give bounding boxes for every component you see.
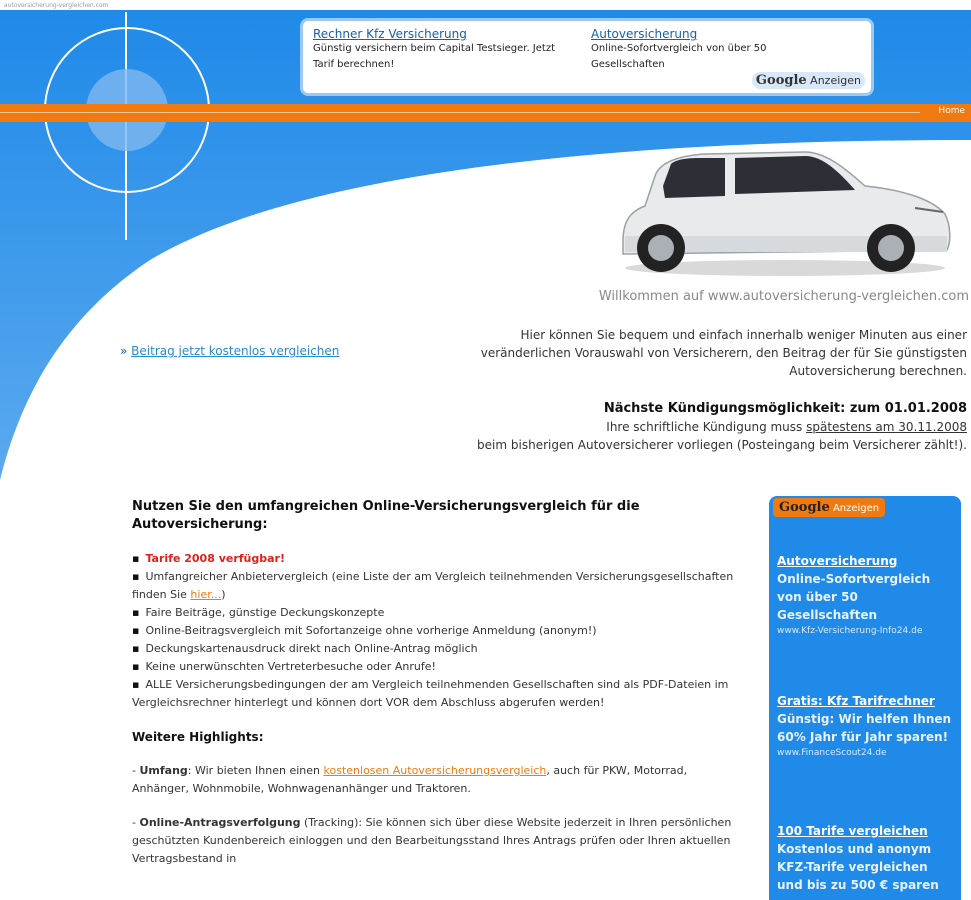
sidebar-ad-1 <box>777 552 957 638</box>
umfang-text1: : Wir bieten Ihnen einen <box>187 764 324 777</box>
sidebar-ad-3-title[interactable]: 100 Tarife vergleichen <box>777 824 928 838</box>
free-comparison-link[interactable]: kostenlosen Autoversicherungsvergleich <box>323 764 547 777</box>
compare-link-arrow-icon: » <box>120 344 128 358</box>
bullet-icon: ▪ <box>132 642 140 655</box>
welcome-title: Willkommen auf www.autoversicherung-vergleichen.com <box>598 289 969 304</box>
top-ad-box <box>300 18 874 96</box>
car-image <box>615 150 955 280</box>
top-ad-1-title[interactable]: Rechner Kfz Versicherung <box>313 27 467 41</box>
bullet-icon: ▪ <box>132 660 140 673</box>
feature-online: Online-Beitragsvergleich mit Sofortanzeige ohne vorherige Anmeldung (anonym!) <box>145 624 597 637</box>
list-item <box>132 658 744 676</box>
list-item <box>132 568 744 604</box>
top-ad-1-text: Günstig versichern beim Capital Testsieger. Jetzt Tarif berechnen! <box>313 43 555 70</box>
notice-line1-prefix: Ihre schriftliche Kündigung muss <box>606 420 807 434</box>
feature-vergleich: Umfangreicher Anbietervergleich (eine Liste der am Vergleich teilnehmenden Versicherungsgesellschaften finden Sie <box>132 570 734 601</box>
list-item <box>132 640 744 658</box>
bullet-icon: ▪ <box>132 552 140 565</box>
bullet-icon: ▪ <box>132 624 140 637</box>
highlight-umfang <box>132 762 744 798</box>
sidebar-google-badge[interactable] <box>773 498 885 517</box>
umfang-text2: , auch für PKW, Motorrad, Anhänger, Wohnmobile, Wohnwagenanhänger und Traktoren. <box>132 764 688 795</box>
list-item <box>132 604 744 622</box>
page-caption: autoversicherung-vergleichen.com <box>4 2 109 9</box>
feature-list <box>132 550 744 712</box>
top-ad-1 <box>313 27 563 73</box>
notice-deadline: spätestens am 30.11.2008 <box>806 420 967 434</box>
sidebar-ad-3 <box>777 822 957 894</box>
welcome-intro: Hier können Sie bequem und einfach innerhalb weniger Minuten aus einer veränderlichen Vorauswahl von Versicherern, den Beitrag der für Sie günstigsten Autoversicherung berechnen. <box>480 328 967 378</box>
feature-beitraege: Faire Beiträge, günstige Deckungskonzepte <box>145 606 385 619</box>
compare-link <box>120 344 339 358</box>
notice-heading: Nächste Kündigungsmöglichkeit: zum 01.01.2008 <box>603 401 967 416</box>
feature-vergleich-suffix: ) <box>221 588 226 601</box>
sidebar-google-label: Anzeigen <box>832 503 880 514</box>
list-item <box>132 676 744 712</box>
list-item <box>132 622 744 640</box>
sidebar-ads <box>769 496 961 900</box>
main-content <box>132 498 744 884</box>
para-dash: - <box>132 816 140 829</box>
top-ad-2-text: Online-Sofortvergleich von über 50 Gesellschaften <box>591 43 767 70</box>
list-item <box>132 550 744 568</box>
highlight-tracking <box>132 814 744 868</box>
sidebar-ad-1-text: Online-Sofortvergleich von über 50 Gesellschaften <box>777 572 931 622</box>
home-link[interactable]: Home <box>938 106 965 116</box>
insurer-list-link[interactable]: hier... <box>190 588 222 601</box>
top-ad-2 <box>591 27 841 73</box>
sidebar-ad-2 <box>777 692 957 760</box>
sidebar-ad-1-title[interactable]: Autoversicherung <box>777 554 898 568</box>
notice-line2: beim bisherigen Autoversicherer vorliegen (Posteingang beim Versicherer zählt!). <box>477 438 967 452</box>
top-ad-2-title[interactable]: Autoversicherung <box>591 27 698 41</box>
feature-bedingungen: ALLE Versicherungsbedingungen der am Vergleich teilnehmenden Gesellschaften sind als PDF-Dateien im Vergleichsrechner hinterlegt und können dort VOR dem Abschluss abgerufen werden! <box>132 678 729 709</box>
tracking-text: (Tracking): Sie können sich über diese Website jederzeit in Ihren persönlichen geschützten Kundenbereich einloggen und den Bearbeitungsstand Ihres Antrags prüfen oder Ihren aktuellen Vertragsbestand in <box>132 816 732 865</box>
google-ads-label: Anzeigen <box>810 74 861 87</box>
google-logo: Google <box>755 73 807 88</box>
sidebar-ad-1-url[interactable]: www.Kfz-Versicherung-Info24.de <box>777 626 923 636</box>
sidebar-ad-2-text: Günstig: Wir helfen Ihnen 60% Jahr für Jahr sparen! <box>777 712 952 744</box>
compare-link-text[interactable]: Beitrag jetzt kostenlos vergleichen <box>131 344 340 358</box>
feature-deckungskarte: Deckungskartenausdruck direkt nach Online-Antrag möglich <box>145 642 478 655</box>
feature-keine-vertreter: Keine unerwünschten Vertreterbesuche oder Anrufe! <box>145 660 436 673</box>
para-dash: - <box>132 764 140 777</box>
tracking-label: Online-Antragsverfolgung <box>139 816 301 829</box>
nav-bar <box>0 104 971 122</box>
nav-bar-line <box>0 112 920 113</box>
sidebar-ad-2-title[interactable]: Gratis: Kfz Tarifrechner <box>777 694 935 708</box>
sidebar-google-logo: Google <box>779 500 830 515</box>
bullet-icon: ▪ <box>132 678 140 691</box>
cancellation-notice <box>430 399 967 454</box>
google-ads-badge[interactable] <box>752 72 865 89</box>
feature-tarife: Tarife 2008 verfügbar! <box>145 552 285 565</box>
main-heading: Nutzen Sie den umfangreichen Online-Versicherungsvergleich für die Autoversicherung: <box>132 499 640 532</box>
sidebar-ad-2-url[interactable]: www.FinanceScout24.de <box>777 748 887 758</box>
highlights-heading: Weitere Highlights: <box>132 730 264 744</box>
sidebar-ad-3-text: Kostenlos und anonym KFZ-Tarife vergleichen und bis zu 500 € sparen <box>777 842 939 892</box>
bullet-icon: ▪ <box>132 570 140 583</box>
umfang-label: Umfang <box>139 764 188 777</box>
bullet-icon: ▪ <box>132 606 140 619</box>
